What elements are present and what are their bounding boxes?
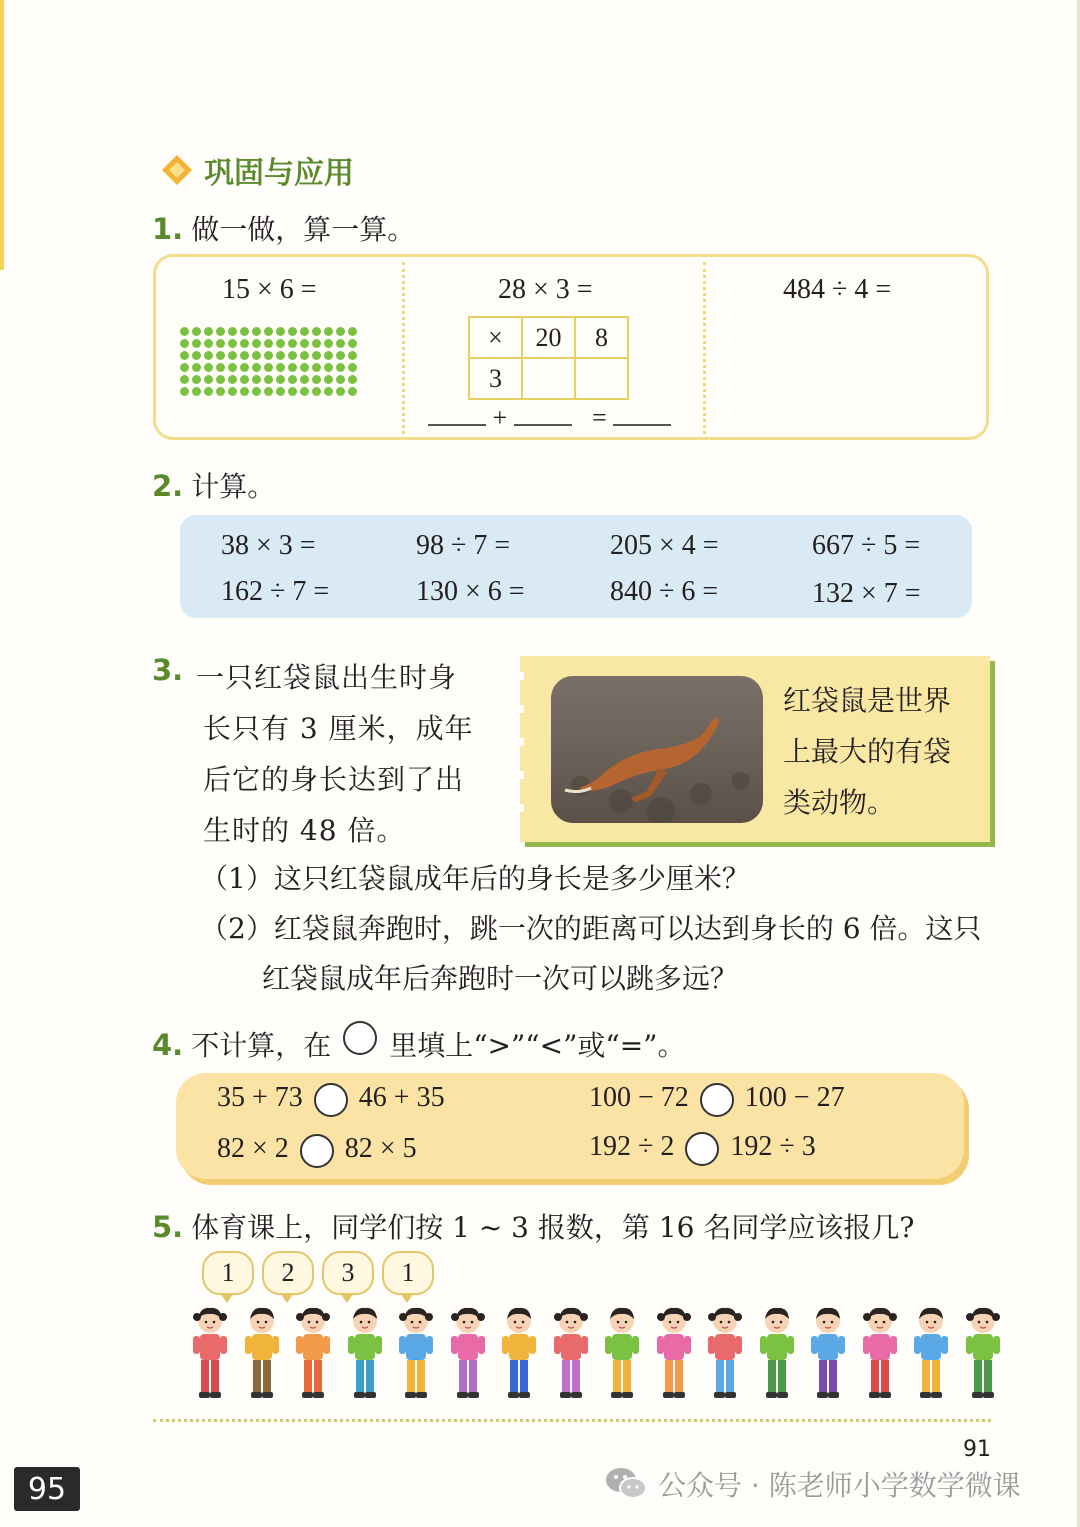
dot <box>336 375 345 384</box>
dot <box>240 363 249 372</box>
dot <box>216 339 225 348</box>
question-number: 1. <box>152 212 184 246</box>
dot <box>252 363 261 372</box>
expression: 667 ÷ 5 = <box>812 530 921 561</box>
dot <box>276 339 285 348</box>
note-line: 类动物。 <box>783 786 896 819</box>
dot <box>312 387 321 396</box>
count-bubbles <box>202 1251 434 1295</box>
dot <box>192 327 201 336</box>
note-notch <box>517 771 524 779</box>
answer-blank[interactable] <box>514 402 572 426</box>
table-corner: × <box>469 317 522 358</box>
diamond-icon <box>160 153 194 187</box>
dot <box>204 339 213 348</box>
dot <box>324 351 333 360</box>
dot <box>204 363 213 372</box>
question-2-heading <box>152 465 275 505</box>
speech-bubble: 2 <box>262 1251 314 1295</box>
dot <box>180 387 189 396</box>
text-line: 生时的 48 倍。 <box>203 814 406 847</box>
dot <box>252 387 261 396</box>
answer-cell[interactable] <box>575 358 628 399</box>
question-text: 计算。 <box>191 470 276 503</box>
dot <box>204 351 213 360</box>
question-number: 2. <box>152 469 184 503</box>
dot <box>216 363 225 372</box>
dot <box>348 375 357 384</box>
dot <box>216 387 225 396</box>
dot <box>336 363 345 372</box>
dot <box>288 327 297 336</box>
dot <box>192 387 201 396</box>
dotted-divider <box>703 262 706 434</box>
student-figure <box>911 1305 951 1400</box>
student-figure <box>448 1305 488 1400</box>
sum-line <box>428 402 671 433</box>
expression: 98 ÷ 7 = <box>416 530 511 561</box>
dot <box>192 339 201 348</box>
dot <box>264 387 273 396</box>
dot <box>288 387 297 396</box>
dot <box>264 327 273 336</box>
note-notch <box>517 705 524 713</box>
dot <box>300 375 309 384</box>
dot <box>240 339 249 348</box>
compare-circle[interactable] <box>300 1134 334 1168</box>
dot <box>252 375 261 384</box>
dot <box>300 363 309 372</box>
dot <box>348 363 357 372</box>
page-edge-stripe <box>0 0 4 270</box>
expression: 38 × 3 = <box>221 530 316 561</box>
dot <box>264 363 273 372</box>
dot <box>312 327 321 336</box>
dot <box>324 339 333 348</box>
dot <box>276 327 285 336</box>
circle-icon <box>343 1021 377 1055</box>
sub-question-2-continued: 红袋鼠成年后奔跑时一次可以跳多远？ <box>262 962 739 995</box>
dot <box>300 351 309 360</box>
dot <box>240 375 249 384</box>
question-number: 3. <box>152 653 184 687</box>
dot <box>288 351 297 360</box>
dot <box>276 351 285 360</box>
page-number: 91 <box>963 1437 991 1462</box>
dot <box>228 387 237 396</box>
note-line: 上最大的有袋 <box>783 735 952 768</box>
dot <box>324 387 333 396</box>
text-line: 一只红袋鼠出生时身 <box>196 661 458 694</box>
dot <box>180 351 189 360</box>
wechat-icon <box>604 1465 648 1503</box>
speech-bubble: 1 <box>382 1251 434 1295</box>
dot <box>276 363 285 372</box>
student-figure <box>345 1305 385 1400</box>
student-figure <box>654 1305 694 1400</box>
dot <box>204 387 213 396</box>
dot <box>348 387 357 396</box>
dot <box>300 387 309 396</box>
table-row-header: 3 <box>469 358 522 399</box>
question-1-heading <box>152 208 415 248</box>
expression: 162 ÷ 7 = <box>221 576 330 607</box>
note-line: 红袋鼠是世界 <box>783 684 952 717</box>
dot <box>180 327 189 336</box>
question-4-heading <box>152 1021 686 1064</box>
dot <box>192 363 201 372</box>
equals-sign: = <box>592 403 607 432</box>
student-figure <box>499 1305 539 1400</box>
dot <box>312 351 321 360</box>
expression: 28 × 3 = <box>498 274 593 305</box>
sub-question-1: （1）这只红袋鼠成年后的身长是多少厘米？ <box>200 862 750 895</box>
dot <box>300 327 309 336</box>
dot <box>240 387 249 396</box>
dot <box>336 339 345 348</box>
dot <box>336 387 345 396</box>
answer-cell[interactable] <box>522 358 575 399</box>
dot-array <box>180 327 360 399</box>
note-notch <box>517 804 524 812</box>
student-figure <box>396 1305 436 1400</box>
student-figure <box>293 1305 333 1400</box>
multiplication-table <box>468 316 629 400</box>
comparison-item <box>217 1082 445 1117</box>
student-figure <box>551 1305 591 1400</box>
dotted-rule <box>153 1419 991 1422</box>
question-text: 体育课上，同学们按 1 ~ 3 报数，第 16 名同学应该报几? <box>191 1211 915 1244</box>
kangaroo-photo <box>551 676 763 823</box>
text-line: 长只有 3 厘米，成年 <box>203 712 474 745</box>
dot <box>180 375 189 384</box>
right-expression: 46 + 35 <box>358 1082 445 1113</box>
page-badge: 95 <box>14 1467 80 1511</box>
plus-sign: + <box>492 403 508 432</box>
expression: 205 × 4 = <box>610 530 719 561</box>
dot <box>324 363 333 372</box>
dot <box>216 351 225 360</box>
dot <box>288 363 297 372</box>
dot <box>264 339 273 348</box>
dot <box>312 363 321 372</box>
speech-bubble: 1 <box>202 1251 254 1295</box>
table-header: 20 <box>522 317 575 358</box>
question-5-heading <box>152 1206 914 1246</box>
dot <box>228 339 237 348</box>
expression: 484 ÷ 4 = <box>783 274 892 305</box>
left-expression: 192 ÷ 2 <box>589 1131 675 1162</box>
question-text: 不计算，在 <box>191 1029 332 1062</box>
right-expression: 192 ÷ 3 <box>730 1131 816 1162</box>
dot <box>324 375 333 384</box>
dot <box>216 327 225 336</box>
dotted-divider <box>402 262 405 434</box>
dot <box>192 375 201 384</box>
dot <box>336 327 345 336</box>
compare-circle[interactable] <box>314 1083 348 1117</box>
student-figure <box>242 1305 282 1400</box>
speech-bubble: 3 <box>322 1251 374 1295</box>
student-figure <box>190 1305 230 1400</box>
dot <box>252 339 261 348</box>
dot <box>204 375 213 384</box>
expression: 15 × 6 = <box>222 274 317 305</box>
dot <box>264 351 273 360</box>
compare-circle[interactable] <box>700 1083 734 1117</box>
dot <box>288 339 297 348</box>
answer-blank[interactable] <box>613 402 671 426</box>
question-text: 里填上“>”“<”或“=”。 <box>389 1029 686 1062</box>
note-text <box>783 675 973 828</box>
dot <box>240 327 249 336</box>
dot <box>300 339 309 348</box>
table-header: 8 <box>575 317 628 358</box>
student-figure <box>757 1305 797 1400</box>
question-3-text <box>196 652 474 856</box>
dot <box>252 351 261 360</box>
dot <box>228 327 237 336</box>
note-notch <box>517 672 524 680</box>
dot <box>264 375 273 384</box>
sub-question-2: （2）红袋鼠奔跑时，跳一次的距离可以达到身长的 6 倍。这只 <box>200 912 982 945</box>
expression: 130 × 6 = <box>416 576 525 607</box>
left-expression: 35 + 73 <box>217 1082 303 1113</box>
right-expression: 100 − 27 <box>744 1082 845 1113</box>
text-line: 后它的身长达到了出 <box>203 763 465 796</box>
dot <box>228 375 237 384</box>
section-heading <box>160 148 354 192</box>
note-notch <box>517 738 524 746</box>
dot <box>348 351 357 360</box>
dot <box>348 327 357 336</box>
dot <box>228 363 237 372</box>
student-figure <box>808 1305 848 1400</box>
dot <box>336 351 345 360</box>
question-text: 做一做，算一算。 <box>191 213 416 246</box>
watermark-text: 公众号 · 陈老师小学数学微课 <box>658 1469 1021 1502</box>
section-title: 巩固与应用 <box>204 156 354 191</box>
question-number: 4. <box>152 1028 184 1062</box>
left-expression: 100 − 72 <box>589 1082 689 1113</box>
watermark <box>604 1464 1021 1504</box>
question-number: 5. <box>152 1210 184 1244</box>
dot <box>192 351 201 360</box>
answer-blank[interactable] <box>428 402 486 426</box>
dot <box>312 339 321 348</box>
student-figure <box>860 1305 900 1400</box>
dot <box>348 339 357 348</box>
student-figure <box>963 1305 1003 1400</box>
dot <box>240 351 249 360</box>
dot <box>276 375 285 384</box>
dot <box>276 387 285 396</box>
dot <box>252 327 261 336</box>
left-expression: 82 × 2 <box>217 1133 289 1164</box>
dot <box>228 351 237 360</box>
compare-circle[interactable] <box>685 1132 719 1166</box>
dot <box>216 375 225 384</box>
student-figure <box>705 1305 745 1400</box>
dot <box>180 339 189 348</box>
dot <box>312 375 321 384</box>
dot <box>180 363 189 372</box>
right-expression: 82 × 5 <box>344 1133 417 1164</box>
dot <box>288 375 297 384</box>
comparison-item <box>589 1131 816 1166</box>
dot <box>204 327 213 336</box>
comparison-item <box>217 1133 417 1168</box>
student-figure <box>602 1305 642 1400</box>
expression: 840 ÷ 6 = <box>610 576 719 607</box>
dot <box>324 327 333 336</box>
expression: 132 × 7 = <box>812 578 921 609</box>
comparison-item <box>589 1082 845 1117</box>
